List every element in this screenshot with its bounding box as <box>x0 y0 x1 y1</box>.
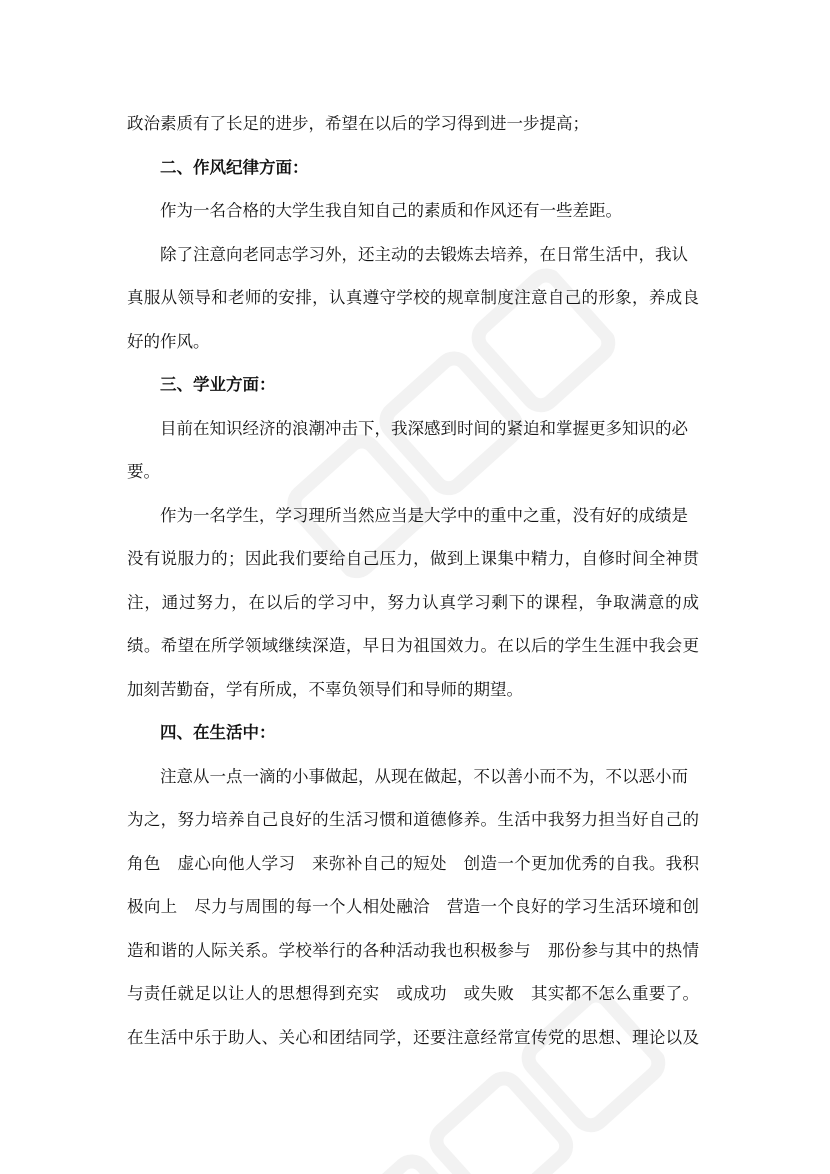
paragraph-line: 没有说服力的；因此我们要给自己压力，做到上课集中精力，自修时间全神贯 <box>127 549 699 568</box>
paragraph-line: 除了注意向老同志学习外，还主动的去锻炼去培养，在日常生活中，我认 <box>160 244 688 264</box>
section-heading: 三、学业方面： <box>160 375 276 394</box>
paragraph-line: 要。 <box>127 462 160 481</box>
paragraph-line: 真服从领导和老师的安排，认真遵守学校的规章制度注意自己的形象，养成良 <box>127 288 699 307</box>
paragraph-line: 与责任就足以让人的思想得到充实 或成功 或失败 其实都不怎么重要了。 <box>127 984 699 1003</box>
paragraph-line: 加刻苦勤奋，学有所成，不辜负领导们和导师的期望。 <box>127 679 523 699</box>
paragraph-line: 在生活中乐于助人、关心和团结同学，还要注意经常宣传党的思想、理论以及 <box>127 1027 699 1047</box>
paragraph-line: 作为一名合格的大学生我自知自己的素质和作风还有一些差距。 <box>160 201 622 220</box>
paragraph-line: 政治素质有了长足的进步，希望在以后的学习得到进一步提高； <box>127 114 589 133</box>
paragraph-line: 作为一名学生，学习理所当然应当是大学中的重中之重，没有好的成绩是 <box>160 505 688 525</box>
paragraph-line: 注，通过努力，在以后的学习中，努力认真学习剩下的课程，争取满意的成 <box>127 592 699 612</box>
paragraph-line: 好的作风。 <box>127 331 210 351</box>
document-body <box>127 102 699 1059</box>
paragraph-line: 注意从一点一滴的小事做起，从现在做起，不以善小而不为，不以恶小而 <box>160 766 688 786</box>
paragraph-line: 绩。希望在所学领域继续深造，早日为祖国效力。在以后的学生生涯中我会更 <box>127 636 699 655</box>
paragraph-line: 目前在知识经济的浪潮冲击下，我深感到时间的紧迫和掌握更多知识的必 <box>160 418 688 438</box>
paragraph-line: 角色 虚心向他人学习 来弥补自己的短处 创造一个更加优秀的自我。我积 <box>127 853 699 873</box>
section-heading: 二、作风纪律方面： <box>160 157 309 177</box>
paragraph-line: 极向上 尽力与周围的每一个人相处融洽 营造一个良好的学习生活环境和创 <box>127 897 699 916</box>
paragraph-line: 造和谐的人际关系。学校举行的各种活动我也积极参与 那份参与其中的热情 <box>127 940 699 960</box>
paragraph-line: 为之，努力培养自己良好的生活习惯和道德修养。生活中我努力担当好自己的 <box>127 810 699 829</box>
section-heading: 四、在生活中： <box>160 723 276 742</box>
